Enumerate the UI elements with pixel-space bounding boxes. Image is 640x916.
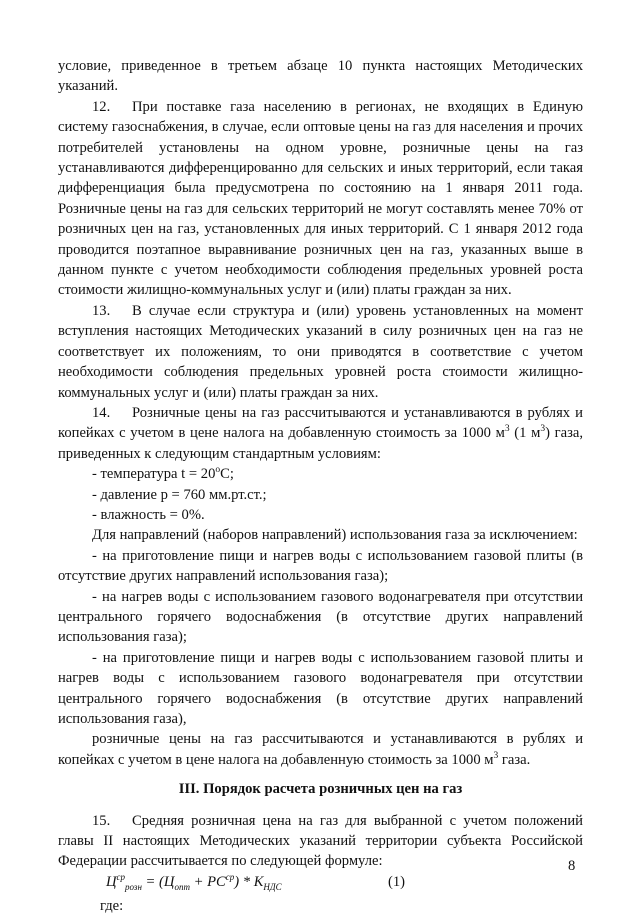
direction-item-2: - на нагрев воды с использованием газового водонагревателя при отсутствии центрального горячего водоснабжения (в отсутствие других направлений использования газа); [58,588,583,646]
formula-multiply: ) * К [234,873,264,890]
paragraph-13 [58,301,583,403]
direction-item-3: - на приготовление пищи и нагрев воды с использованием газовой плиты и нагрев воды с использованием газового водонагревателя при отсутствии центрального горячего водоснабжения (в отсутствие других направлений использования газа), [58,649,583,727]
paragraph-14-text-a: Розничные цены на газ рассчитываются и устанавливаются в рублях и копейках с учетом в цене налога на добавленную стоимость за 1000 м [58,404,583,442]
condition-temperature-text: - температура t = 20 [92,466,216,483]
paragraph-13-text: В случае если структура и (или) уровень установленных на момент вступления настоящих Методических указаний в силу розничных цен на газ не соответствует их положениям, то они приводятся в соответствие с учетом необходимости соблюдения предельных уровней роста стоимости жилищно-коммунальных услуг и (или) платы граждан за них. [58,302,583,401]
formula-superscript: ср [116,871,126,882]
direction-item-1: - на приготовление пищи и нагрев воды с использованием газовой плиты (в отсутствие других направлений использования газа); [58,547,583,585]
formula-equals: = (Ц [141,873,175,890]
formula-lhs: Ц [106,873,117,890]
paragraph-12-text: При поставке газа населению в регионах, не входящих в Единую систему газоснабжения, в случае, если оптовые цены на газ для населения и прочих потребителей установлены на одном уровне, розничные цены на газ устанавливаются дифференцированно для сельских и иных территорий, если такая дифференциация была предусмотрена по состоянию на 1 января 2011 года. Розничные цены на газ для сельских территорий не могут составлять менее 70% от розничных цен на газ, установленных для иных территорий. С 1 января 2012 года проводится поэтапное выравнивание розничных цен на газ, указанных выше в данном пункте с учетом необходимости соблюдения предельных уровней роста стоимости жилищно-коммунальных услуг и (или) платы граждан за них. [58,98,583,299]
section-title: III. Порядок расчета розничных цен на газ [178,781,463,798]
retail-price-text-end: газа. [498,751,531,768]
formula-superscript: ср [225,871,235,882]
body-text [58,56,583,916]
condition-pressure: - давление р = 760 мм.рт.ст.; [92,486,267,503]
paragraph-15-text: Средняя розничная цена на газ для выбранной с учетом положений главы II настоящих Методических указаний территории субъекта Российской Федерации рассчитывается по следующей формуле: [58,812,583,870]
formula-number: (1) [388,873,406,890]
paragraph-14 [58,403,583,464]
formula-subscript: опт [174,881,190,892]
superscript: 3 [540,424,546,435]
superscript: o [215,465,221,476]
formula-1 [58,872,583,896]
paragraph-14-text-b: (1 м [509,425,541,442]
formula-plus: + РС [189,873,226,890]
superscript: 3 [493,750,499,761]
retail-price-paragraph [58,729,583,770]
paragraph-12 [58,97,583,301]
formula-subscript: розн [125,881,142,892]
condition-humidity: - влажность = 0%. [92,506,205,523]
page-number: 8 [568,858,576,874]
where-label: где: [100,897,124,914]
superscript: 3 [504,424,510,435]
item-number-14: 14. [92,404,111,421]
retail-price-text: розничные цены на газ рассчитываются и устанавливаются в рублях и копейках с учетом в цене налога на добавленную стоимость за 1000 м [58,731,583,768]
directions-intro: Для направлений (наборов направлений) использования газа за исключением: [92,527,578,544]
paragraph-15 [58,811,583,872]
condition-temperature-unit: C; [220,466,234,483]
condition-temperature [58,464,583,484]
formula-subscript: НДС [263,881,282,892]
item-number-15: 15. [92,812,111,829]
paragraph-14-text-c: ) газа, приведенных к следующим стандартным условиям: [58,425,583,462]
item-number-12: 12. [92,98,111,115]
paragraph-continuation: условие, приведенное в третьем абзаце 10 пункта настоящих Методических указаний. [58,58,583,95]
item-number-13: 13. [92,302,111,319]
